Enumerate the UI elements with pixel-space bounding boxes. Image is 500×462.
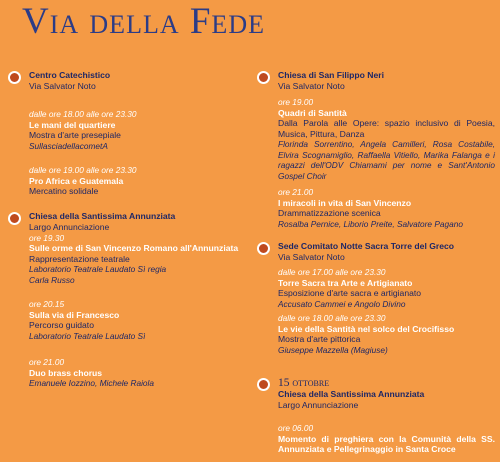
event-item <box>278 97 495 181</box>
page-title: Via della Fede <box>22 1 265 42</box>
event-people: Laboratorio Teatrale Laudato Sì <box>29 330 146 341</box>
event-title: Sulle orme di San Vincenzo Romano all'Annunziata <box>29 243 239 253</box>
venue-address: Largo Annunciazione <box>29 221 110 232</box>
event-description: Mostra d'arte pittorica <box>278 334 361 344</box>
event-item <box>29 299 243 341</box>
event-description: Esposizione d'arte sacra e artigianato <box>278 288 422 298</box>
event-item <box>278 313 495 355</box>
event-time: dalle ore 18.00 alle ore 23.30 <box>29 109 137 119</box>
venue-address: Via Salvator Noto <box>29 81 96 91</box>
event-time: ore 21.00 <box>278 187 314 197</box>
event-time: ore 19.00 <box>278 97 314 107</box>
event-title: Momento di preghiera con la Comunità della SS. Annunziata e Pellegrinaggio in Santa Croce <box>278 433 495 454</box>
event-people: Accusato Cammei e Angolo Divino <box>278 298 406 309</box>
event-title: Pro Africa e Guatemala <box>29 175 124 186</box>
event-time: ore 19.30 <box>29 232 65 243</box>
event-description: Mercatino solidale <box>29 186 99 196</box>
venue-san-filippo-neri <box>257 70 495 229</box>
bullet-dot-icon <box>8 212 21 225</box>
event-title: Duo brass chorus <box>29 367 103 378</box>
left-column <box>8 70 243 399</box>
bullet-dot-icon <box>257 378 270 391</box>
event-people: Rosalba Pernice, Liborio Preite, Salvatore Pagano <box>278 218 463 229</box>
venue-name: Chiesa della Santissima Annunziata <box>278 389 425 399</box>
bullet-dot-icon <box>257 242 270 255</box>
venue-address: Via Salvator Noto <box>278 81 345 91</box>
event-item <box>278 267 495 309</box>
event-item <box>29 233 243 286</box>
event-time: ore 06.00 <box>278 423 314 433</box>
event-people: Laboratorio Teatrale Laudato Sì regia Carla Russo <box>29 264 167 285</box>
venue-name: Chiesa di San Filippo Neri <box>278 70 385 80</box>
event-time: dalle ore 19.00 alle ore 23.30 <box>29 165 137 175</box>
event-description: Mostra d'arte presepiale <box>29 130 121 140</box>
venue-name: Chiesa della Santissima Annunziata <box>29 210 176 221</box>
event-time: ore 21.00 <box>29 357 65 367</box>
venue-ss-annunziata-15-ottobre <box>257 377 495 455</box>
venue-sede-comitato <box>257 241 495 355</box>
venue-address: Largo Annunciazione <box>278 400 359 410</box>
venue-ss-annunziata <box>8 211 243 389</box>
event-title: Le vie della Santità nel solco del Crocifisso <box>278 323 455 334</box>
venue-centro-catechistico <box>8 70 243 197</box>
event-title: Torre Sacra tra Arte e Artigianato <box>278 277 413 288</box>
right-column <box>257 70 495 462</box>
event-description: Rappresentazione teatrale <box>29 253 130 264</box>
venue-name: Sede Comitato Notte Sacra Torre del Greco <box>278 241 455 251</box>
event-people: Giuseppe Mazzella (Magiuse) <box>278 344 388 355</box>
bullet-dot-icon <box>257 71 270 84</box>
event-item <box>29 357 243 389</box>
event-item <box>29 165 243 197</box>
event-description: Percorso guidato <box>29 320 94 330</box>
event-description: Drammatizzazione scenica <box>278 208 381 218</box>
venue-address: Via Salvator Noto <box>278 252 345 262</box>
date-heading: 15 ottobre <box>278 377 330 389</box>
event-people: Florinda Sorrentino, Angela Camilleri, Rosa Costabile, Elvira Scognamiglio, Raffaella Vitiello, Marika Falanga e i ragazzi dell'ODV Chiamami per nome e Sant'Antonio Gospel Choir <box>278 139 495 181</box>
event-time: dalle ore 17.00 alle ore 23.30 <box>278 267 386 277</box>
event-item <box>278 423 495 455</box>
event-time: ore 20.15 <box>29 299 65 309</box>
event-item <box>278 187 495 229</box>
event-title: Quadri di Santità <box>278 107 347 118</box>
event-item <box>29 109 243 151</box>
event-title: Sulla via di Francesco <box>29 309 120 320</box>
event-people: SullasciadellacometA <box>29 140 108 151</box>
event-title: Le mani del quartiere <box>29 119 116 130</box>
bullet-dot-icon <box>8 71 21 84</box>
event-title: I miracoli in vita di San Vincenzo <box>278 197 412 208</box>
event-time: dalle ore 18.00 alle ore 23.30 <box>278 313 386 323</box>
venue-name: Centro Catechistico <box>29 70 111 80</box>
event-description: Dalla Parola alle Opere: spazio inclusivo di Poesia, Musica, Pittura, Danza <box>278 118 495 139</box>
event-people: Emanuele Iozzino, Michele Raiola <box>29 378 154 388</box>
